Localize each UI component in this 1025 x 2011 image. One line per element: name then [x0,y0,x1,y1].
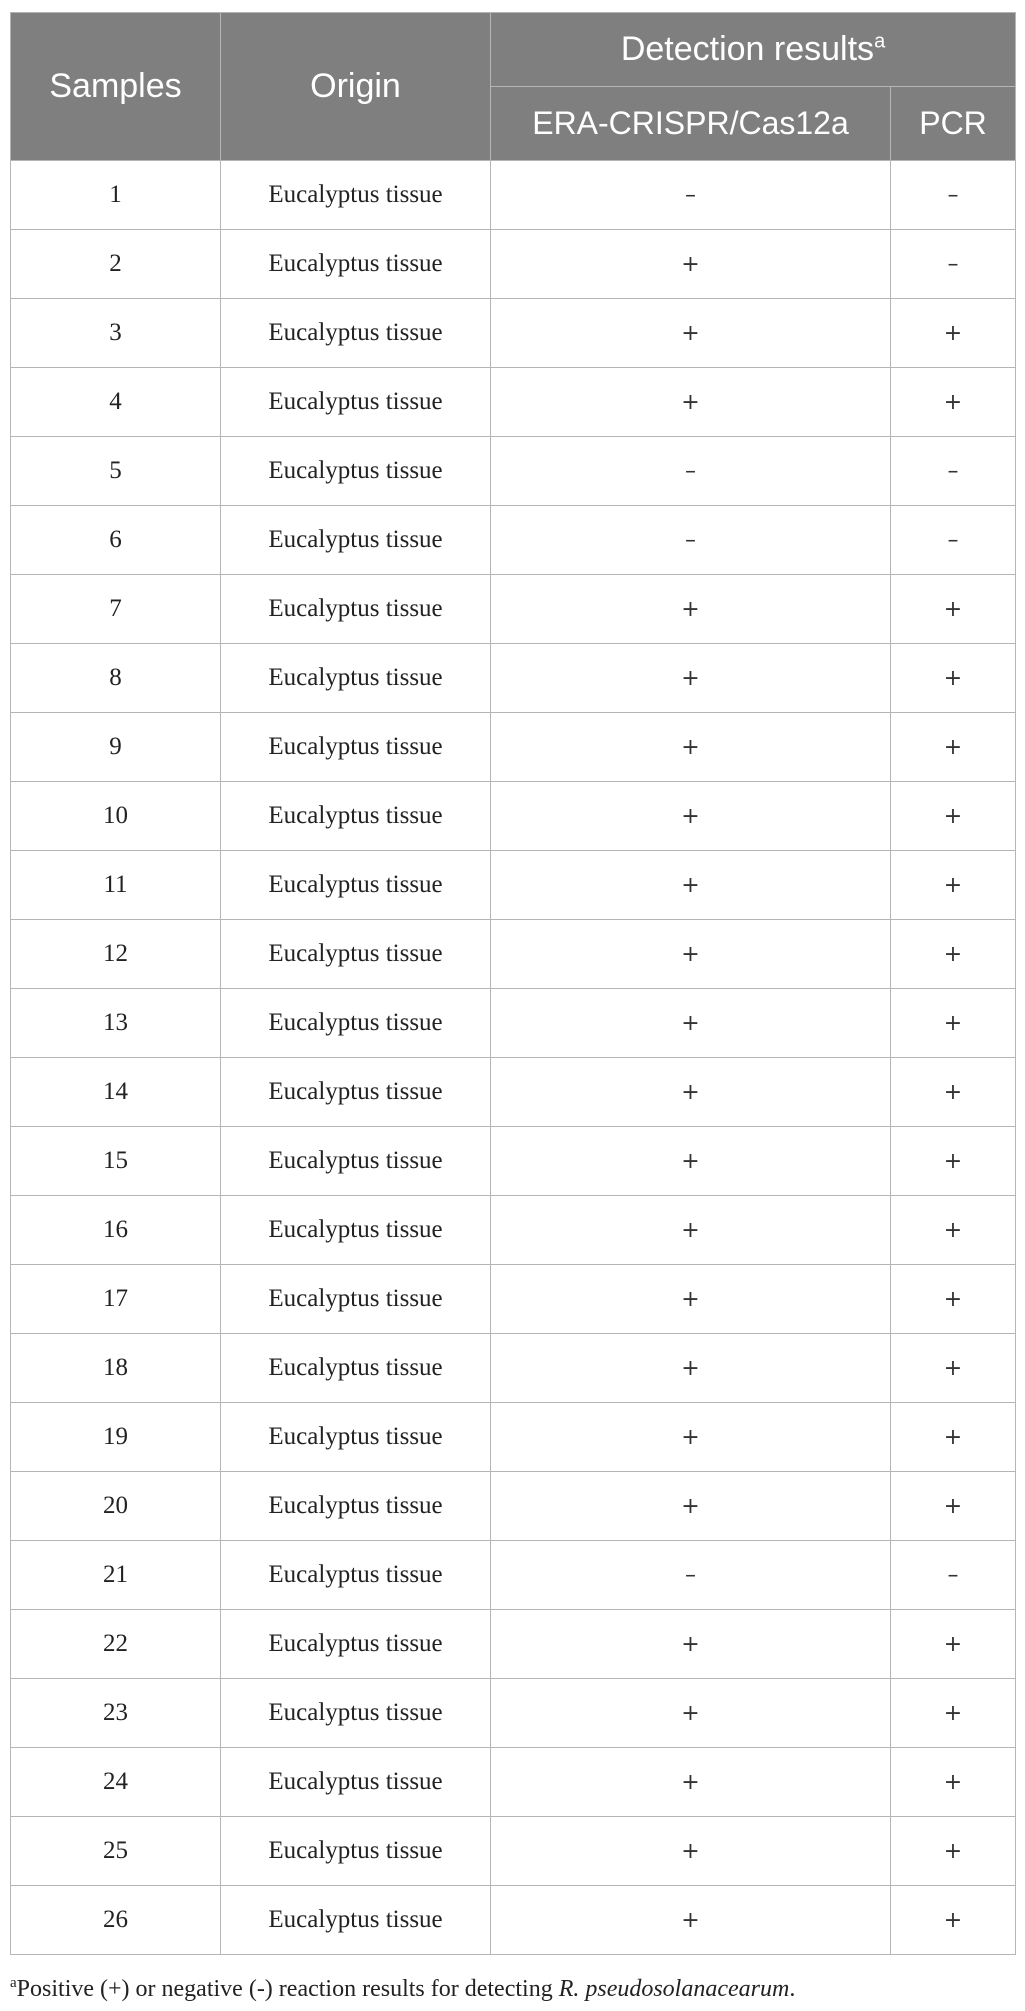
pcr-result-cell: + [891,1886,1016,1955]
sample-cell: 1 [11,161,221,230]
sample-cell: 19 [11,1403,221,1472]
table-row [11,299,1016,368]
era-result-cell: + [491,1127,891,1196]
footnote-marker: a [10,1975,17,1991]
era-result-cell: + [491,1058,891,1127]
pcr-result-cell: + [891,1610,1016,1679]
table-row [11,644,1016,713]
header-samples: Samples [11,13,221,161]
era-result-cell: – [491,161,891,230]
era-result-cell: + [491,1748,891,1817]
sample-cell: 22 [11,1610,221,1679]
sample-cell: 18 [11,1334,221,1403]
header-pcr: PCR [891,87,1016,161]
era-result-cell: + [491,368,891,437]
sample-cell: 23 [11,1679,221,1748]
pcr-result-cell: + [891,1265,1016,1334]
header-detection-footnote-marker: a [874,30,886,53]
era-result-cell: + [491,782,891,851]
era-result-cell: + [491,1817,891,1886]
era-result-cell: + [491,230,891,299]
era-result-cell: + [491,1403,891,1472]
pcr-result-cell: – [891,506,1016,575]
table-row [11,1196,1016,1265]
sample-cell: 4 [11,368,221,437]
pcr-result-cell: + [891,1472,1016,1541]
footnote-text: Positive (+) or negative (-) reaction results for detecting [16,1976,559,2002]
table-row [11,713,1016,782]
table-header [11,13,1016,161]
origin-cell: Eucalyptus tissue [221,920,491,989]
pcr-result-cell: + [891,989,1016,1058]
sample-cell: 11 [11,851,221,920]
sample-cell: 3 [11,299,221,368]
era-result-cell: + [491,1472,891,1541]
origin-cell: Eucalyptus tissue [221,1196,491,1265]
header-origin: Origin [221,13,491,161]
pcr-result-cell: – [891,161,1016,230]
sample-cell: 20 [11,1472,221,1541]
pcr-result-cell: + [891,644,1016,713]
origin-cell: Eucalyptus tissue [221,851,491,920]
pcr-result-cell: – [891,230,1016,299]
header-era-crispr: ERA-CRISPR/Cas12a [491,87,891,161]
era-result-cell: + [491,575,891,644]
era-result-cell: – [491,437,891,506]
origin-cell: Eucalyptus tissue [221,1610,491,1679]
origin-cell: Eucalyptus tissue [221,368,491,437]
era-result-cell: + [491,1679,891,1748]
origin-cell: Eucalyptus tissue [221,506,491,575]
sample-cell: 15 [11,1127,221,1196]
sample-cell: 21 [11,1541,221,1610]
pcr-result-cell: + [891,713,1016,782]
origin-cell: Eucalyptus tissue [221,1127,491,1196]
table-row [11,1472,1016,1541]
sample-cell: 10 [11,782,221,851]
sample-cell: 5 [11,437,221,506]
table-row [11,1403,1016,1472]
origin-cell: Eucalyptus tissue [221,989,491,1058]
pcr-result-cell: + [891,782,1016,851]
detection-results-table [10,12,1016,1955]
origin-cell: Eucalyptus tissue [221,644,491,713]
origin-cell: Eucalyptus tissue [221,437,491,506]
pcr-result-cell: + [891,1748,1016,1817]
origin-cell: Eucalyptus tissue [221,230,491,299]
pcr-result-cell: + [891,1127,1016,1196]
pcr-result-cell: + [891,1817,1016,1886]
era-result-cell: – [491,1541,891,1610]
origin-cell: Eucalyptus tissue [221,1748,491,1817]
table-row [11,1058,1016,1127]
sample-cell: 8 [11,644,221,713]
sample-cell: 14 [11,1058,221,1127]
era-result-cell: + [491,1265,891,1334]
era-result-cell: + [491,989,891,1058]
footnote-end: . [789,1976,796,2002]
sample-cell: 9 [11,713,221,782]
sample-cell: 12 [11,920,221,989]
pcr-result-cell: + [891,920,1016,989]
origin-cell: Eucalyptus tissue [221,1472,491,1541]
pcr-result-cell: + [891,299,1016,368]
table-row [11,1610,1016,1679]
era-result-cell: + [491,1886,891,1955]
header-detection-results [491,13,1016,87]
origin-cell: Eucalyptus tissue [221,782,491,851]
table-row [11,437,1016,506]
sample-cell: 26 [11,1886,221,1955]
results-table-wrapper [10,12,1015,1955]
origin-cell: Eucalyptus tissue [221,1817,491,1886]
pcr-result-cell: + [891,1403,1016,1472]
table-row [11,1334,1016,1403]
pcr-result-cell: + [891,1679,1016,1748]
origin-cell: Eucalyptus tissue [221,1334,491,1403]
pcr-result-cell: + [891,1058,1016,1127]
origin-cell: Eucalyptus tissue [221,161,491,230]
origin-cell: Eucalyptus tissue [221,1886,491,1955]
era-result-cell: + [491,920,891,989]
table-row [11,782,1016,851]
table-row [11,230,1016,299]
origin-cell: Eucalyptus tissue [221,1679,491,1748]
table-row [11,506,1016,575]
table-row [11,1265,1016,1334]
era-result-cell: + [491,1196,891,1265]
era-result-cell: + [491,851,891,920]
sample-cell: 24 [11,1748,221,1817]
era-result-cell: + [491,1334,891,1403]
sample-cell: 6 [11,506,221,575]
origin-cell: Eucalyptus tissue [221,1403,491,1472]
table-row [11,1679,1016,1748]
table-row [11,1817,1016,1886]
table-row [11,1541,1016,1610]
pcr-result-cell: + [891,1196,1016,1265]
sample-cell: 7 [11,575,221,644]
table-row [11,1886,1016,1955]
pcr-result-cell: – [891,1541,1016,1610]
pcr-result-cell: + [891,368,1016,437]
table-row [11,920,1016,989]
origin-cell: Eucalyptus tissue [221,1058,491,1127]
sample-cell: 13 [11,989,221,1058]
sample-cell: 16 [11,1196,221,1265]
sample-cell: 25 [11,1817,221,1886]
origin-cell: Eucalyptus tissue [221,1265,491,1334]
origin-cell: Eucalyptus tissue [221,713,491,782]
table-row [11,368,1016,437]
era-result-cell: + [491,1610,891,1679]
era-result-cell: + [491,713,891,782]
footnote-species: R. pseudosolanacearum [558,1976,790,2002]
sample-cell: 17 [11,1265,221,1334]
header-detection-label: Detection results [620,30,875,68]
origin-cell: Eucalyptus tissue [221,299,491,368]
table-row [11,575,1016,644]
table-body [11,161,1016,1955]
table-row [11,1748,1016,1817]
pcr-result-cell: + [891,1334,1016,1403]
origin-cell: Eucalyptus tissue [221,1541,491,1610]
table-row [11,851,1016,920]
origin-cell: Eucalyptus tissue [221,575,491,644]
era-result-cell: + [491,299,891,368]
pcr-result-cell: + [891,575,1016,644]
table-footnote [10,1976,795,2003]
pcr-result-cell: + [891,851,1016,920]
sample-cell: 2 [11,230,221,299]
table-row [11,161,1016,230]
table-row [11,989,1016,1058]
era-result-cell: – [491,506,891,575]
pcr-result-cell: – [891,437,1016,506]
era-result-cell: + [491,644,891,713]
table-row [11,1127,1016,1196]
